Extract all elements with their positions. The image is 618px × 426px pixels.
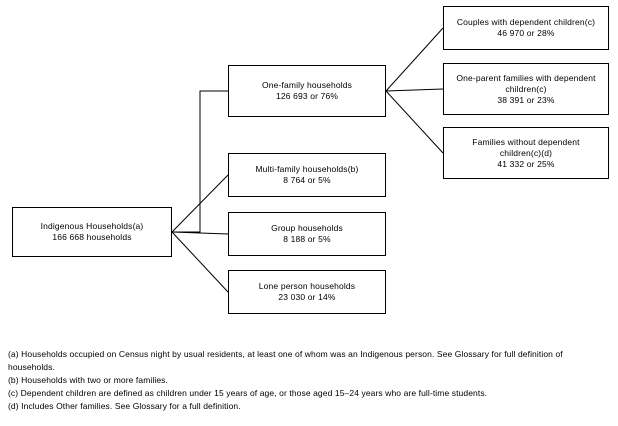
footnote-b: (b) Households with two or more families. [8, 375, 168, 385]
node-multi-family-households [228, 153, 386, 197]
node-lone-person-households-line1: Lone person households [258, 281, 356, 291]
node-lone-person-households [228, 270, 386, 314]
node-couples-with-dependent-children [443, 6, 609, 50]
node-multi-family-households-line2: 8 764 or 5% [283, 175, 331, 185]
node-one-family-households-line2: 126 693 or 76% [275, 91, 339, 101]
node-one-parent-families-line3: 38 391 or 23% [497, 94, 555, 105]
node-one-parent-families-line2: children(c) [505, 83, 547, 94]
node-one-family-households [228, 65, 386, 117]
node-group-households-line2: 8 188 or 5% [283, 234, 331, 244]
node-couples-with-dependent-children-line1: Couples with dependent children(c) [456, 17, 596, 27]
node-families-without-dependent-children-line3: 41 332 or 25% [497, 158, 555, 169]
node-families-without-dependent-children-line1: Families without dependent [472, 136, 580, 147]
footnote-d: (d) Includes Other families. See Glossary for a full definition. [8, 401, 241, 411]
node-one-parent-families-with-dependent-children [443, 63, 609, 115]
node-one-parent-families-line1: One-parent families with dependent [456, 72, 596, 83]
node-one-family-households-line1: One-family households [261, 80, 353, 90]
node-indigenous-households [12, 207, 172, 257]
node-families-without-dependent-children-line2: children(c)(d) [499, 147, 553, 158]
footnote-c: (c) Dependent children are defined as children under 15 years of age, or those aged 15–24 years who are full-time students. [8, 388, 488, 398]
node-indigenous-households-line2: 166 668 households [52, 232, 132, 242]
node-families-without-dependent-children [443, 127, 609, 179]
footnotes [8, 348, 608, 413]
node-group-households [228, 212, 386, 256]
node-lone-person-households-line2: 23 030 or 14% [278, 292, 336, 302]
node-group-households-line1: Group households [271, 223, 343, 233]
node-couples-with-dependent-children-line2: 46 970 or 28% [497, 28, 555, 38]
node-indigenous-households-line1: Indigenous Households(a) [40, 221, 144, 231]
footnote-a: (a) Households occupied on Census night by usual residents, at least one of whom was an Indigenous person. See Glossary for full definition of households. [8, 349, 563, 372]
node-multi-family-households-line1: Multi-family households(b) [255, 164, 359, 174]
